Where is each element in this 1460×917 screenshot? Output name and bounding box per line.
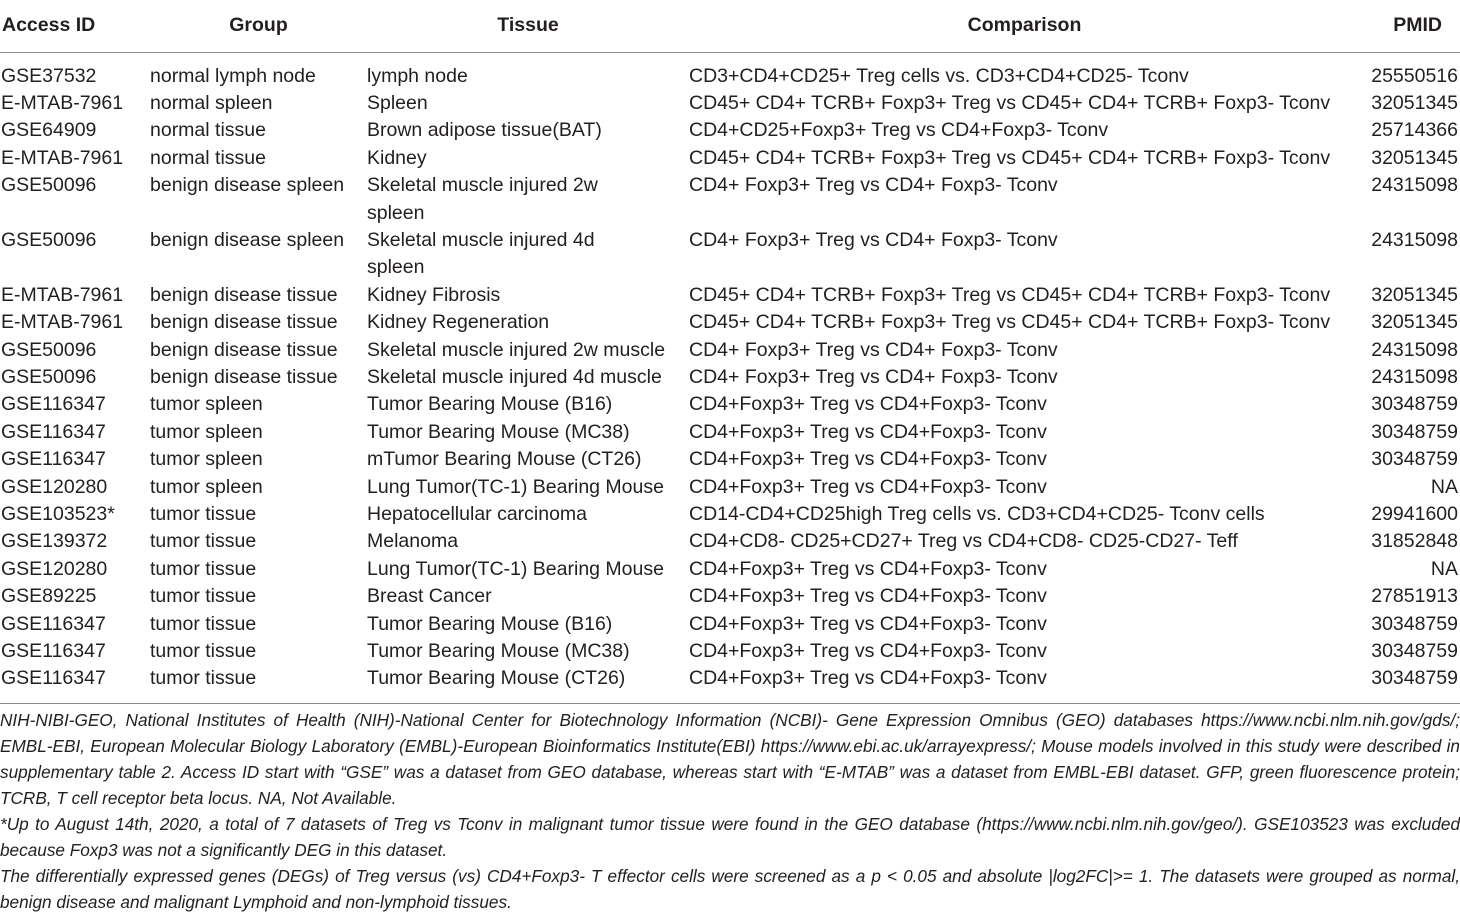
cell-access-id: GSE116347 xyxy=(1,448,106,471)
cell-comparison: CD4+Foxp3+ Treg vs CD4+Foxp3- Tconv xyxy=(689,420,1047,443)
table-row xyxy=(0,282,1460,309)
cell-tissue-line: spleen xyxy=(367,256,425,279)
cell-comparison: CD45+ CD4+ TCRB+ Foxp3+ Treg vs CD45+ CD4+ TCRB+ Foxp3- Tconv xyxy=(689,283,1331,306)
table-row xyxy=(0,364,1460,391)
cell-comparison: CD4+Foxp3+ Treg vs CD4+Foxp3- Tconv xyxy=(689,665,1360,703)
cell-tissue-line: Tumor Bearing Mouse (MC38) xyxy=(367,420,630,443)
cell-pmid: 27851913 xyxy=(1371,585,1458,608)
cell-pmid: 31852848 xyxy=(1371,530,1458,553)
cell-tissue xyxy=(367,474,689,501)
cell-access-id: E-MTAB-7961 xyxy=(1,311,124,334)
cell-group: tumor tissue xyxy=(150,585,257,608)
cell-comparison: CD4+Foxp3+ Treg vs CD4+Foxp3- Tconv xyxy=(689,640,1047,663)
cell-comparison: CD45+ CD4+ TCRB+ Foxp3+ Treg vs CD45+ CD4+ TCRB+ Foxp3- Tconv xyxy=(689,311,1331,334)
cell-access-id: E-MTAB-7961 xyxy=(1,91,124,114)
cell-tissue xyxy=(367,364,689,391)
cell-comparison: CD45+ CD4+ TCRB+ Foxp3+ Treg vs CD45+ CD4+ TCRB+ Foxp3- Tconv xyxy=(689,91,1331,114)
cell-tissue-line: Skeletal muscle injured 4d xyxy=(367,228,595,251)
cell-group: tumor spleen xyxy=(150,448,263,471)
cell-comparison: CD4+Foxp3+ Treg vs CD4+Foxp3- Tconv xyxy=(689,557,1047,580)
cell-tissue-line: spleen xyxy=(367,201,425,224)
header-access-id: Access ID xyxy=(0,0,150,52)
cell-pmid: NA xyxy=(1430,475,1458,498)
cell-access-id: GSE116347 xyxy=(1,640,106,663)
cell-pmid: 24315098 xyxy=(1371,228,1458,251)
table-row xyxy=(0,556,1460,583)
table-row xyxy=(0,611,1460,638)
cell-group: tumor tissue xyxy=(150,665,367,703)
cell-pmid: 30348759 xyxy=(1371,448,1458,471)
cell-comparison: CD4+CD8- CD25+CD27+ Treg vs CD4+CD8- CD25-CD27- Teff xyxy=(689,530,1238,553)
cell-tissue xyxy=(367,90,689,117)
cell-access-id: GSE120280 xyxy=(1,475,108,498)
cell-tissue-line: Spleen xyxy=(367,91,428,114)
table-row xyxy=(0,52,1460,90)
cell-tissue xyxy=(367,391,689,418)
cell-tissue xyxy=(367,117,689,144)
cell-comparison: CD14-CD4+CD25high Treg cells vs. CD3+CD4+CD25- Tconv cells xyxy=(689,503,1265,525)
cell-comparison: CD4+Foxp3+ Treg vs CD4+Foxp3- Tconv xyxy=(689,475,1047,498)
cell-tissue xyxy=(367,145,689,172)
cell-group: normal lymph node xyxy=(150,64,316,87)
cell-group: tumor spleen xyxy=(150,393,263,416)
cell-pmid: 25714366 xyxy=(1371,119,1458,142)
cell-tissue-line: Skeletal muscle injured 2w muscle xyxy=(367,338,666,361)
table-row xyxy=(0,337,1460,364)
table-row xyxy=(0,90,1460,117)
footnote-deg-criteria: The differentially expressed genes (DEGs) of Treg versus (vs) CD4+Foxp3- T effector cells were screened as a p < 0.05 and absolute |log2FC|>= 1. The datasets were grouped as normal, benign disease and malignant Lymphoid and non-lymphoid tissues. xyxy=(0,866,1460,912)
cell-tissue xyxy=(367,583,689,610)
cell-tissue xyxy=(367,446,689,473)
cell-tissue-line: Melanoma xyxy=(367,530,459,553)
cell-tissue xyxy=(367,501,689,528)
cell-access-id: GSE116347 xyxy=(1,612,106,635)
header-row xyxy=(0,0,1460,52)
table-row xyxy=(0,227,1460,282)
cell-pmid: 24315098 xyxy=(1371,338,1458,361)
cell-access-id: GSE89225 xyxy=(1,585,97,608)
table-row xyxy=(0,446,1460,473)
cell-pmid: 32051345 xyxy=(1371,311,1458,334)
cell-comparison: CD4+Foxp3+ Treg vs CD4+Foxp3- Tconv xyxy=(689,448,1047,471)
cell-pmid: 30348759 xyxy=(1371,640,1458,663)
table-body xyxy=(0,52,1460,703)
cell-tissue xyxy=(367,419,689,446)
cell-access-id: GSE116347 xyxy=(1,420,106,443)
cell-tissue-line: Kidney Fibrosis xyxy=(367,283,501,306)
cell-tissue xyxy=(367,337,689,364)
cell-pmid: NA xyxy=(1430,557,1458,580)
cell-pmid: 30348759 xyxy=(1371,393,1458,416)
cell-comparison: CD4+ Foxp3+ Treg vs CD4+ Foxp3- Tconv xyxy=(689,338,1058,361)
cell-tissue-line: Brown adipose tissue(BAT) xyxy=(367,119,602,142)
cell-group: benign disease spleen xyxy=(150,174,345,197)
cell-comparison: CD4+ Foxp3+ Treg vs CD4+ Foxp3- Tconv xyxy=(689,365,1058,388)
cell-tissue-line: Tumor Bearing Mouse (MC38) xyxy=(367,640,630,663)
cell-comparison: CD4+Foxp3+ Treg vs CD4+Foxp3- Tconv xyxy=(689,585,1047,608)
table-row xyxy=(0,528,1460,555)
cell-tissue xyxy=(367,528,689,555)
cell-tissue xyxy=(367,556,689,583)
cell-group: tumor spleen xyxy=(150,475,263,498)
cell-group: benign disease tissue xyxy=(150,283,338,306)
cell-comparison: CD4+Foxp3+ Treg vs CD4+Foxp3- Tconv xyxy=(689,393,1047,416)
cell-tissue-line: lymph node xyxy=(367,64,468,87)
cell-comparison: CD4+Foxp3+ Treg vs CD4+Foxp3- Tconv xyxy=(689,612,1047,635)
header-comparison: Comparison xyxy=(689,0,1360,52)
table-row xyxy=(0,309,1460,336)
cell-pmid: 32051345 xyxy=(1371,283,1458,306)
cell-tissue xyxy=(367,611,689,638)
cell-tissue-line: Lung Tumor(TC-1) Bearing Mouse xyxy=(367,475,664,498)
cell-pmid: 30348759 xyxy=(1360,665,1460,703)
cell-pmid: 32051345 xyxy=(1371,146,1458,169)
cell-tissue-line: Kidney Regeneration xyxy=(367,311,550,334)
cell-pmid: 24315098 xyxy=(1371,365,1458,388)
cell-group: benign disease tissue xyxy=(150,338,338,361)
cell-pmid: 30348759 xyxy=(1371,420,1458,443)
cell-access-id: GSE37532 xyxy=(1,64,97,87)
cell-pmid: 32051345 xyxy=(1371,91,1458,114)
cell-tissue-line: Tumor Bearing Mouse (B16) xyxy=(367,393,613,416)
header-group: Group xyxy=(150,0,367,52)
cell-access-id: GSE50096 xyxy=(1,228,97,251)
cell-comparison: CD4+ Foxp3+ Treg vs CD4+ Foxp3- Tconv xyxy=(689,174,1058,197)
cell-tissue-line: Kidney xyxy=(367,146,427,169)
cell-tissue-line: Skeletal muscle injured 4d muscle xyxy=(367,365,662,388)
cell-tissue-line: mTumor Bearing Mouse (CT26) xyxy=(367,448,642,471)
cell-comparison: CD4+ Foxp3+ Treg vs CD4+ Foxp3- Tconv xyxy=(689,228,1058,251)
cell-access-id: E-MTAB-7961 xyxy=(1,146,124,169)
table-row xyxy=(0,172,1460,227)
cell-group: benign disease tissue xyxy=(150,311,338,334)
table-footnotes xyxy=(0,707,1460,915)
cell-access-id: GSE139372 xyxy=(1,530,108,553)
header-pmid: PMID xyxy=(1360,0,1460,52)
cell-tissue xyxy=(367,665,689,703)
header-tissue: Tissue xyxy=(367,0,689,52)
cell-pmid: 25550516 xyxy=(1371,64,1458,87)
cell-access-id: GSE116347 xyxy=(1,393,106,416)
cell-tissue xyxy=(367,227,689,282)
cell-group: tumor tissue xyxy=(150,530,257,553)
cell-group: benign disease tissue xyxy=(150,365,338,388)
cell-comparison: CD3+CD4+CD25+ Treg cells vs. CD3+CD4+CD25- Tconv xyxy=(689,64,1189,87)
cell-access-id: GSE50096 xyxy=(1,174,97,197)
table-row xyxy=(0,117,1460,144)
cell-group: tumor spleen xyxy=(150,420,263,443)
cell-tissue xyxy=(367,282,689,309)
cell-access-id: GSE50096 xyxy=(1,365,97,388)
cell-pmid: 29941600 xyxy=(1371,503,1458,525)
cell-access-id: GSE116347 xyxy=(0,665,150,703)
cell-access-id: GSE50096 xyxy=(1,338,97,361)
cell-access-id: GSE103523* xyxy=(1,503,115,525)
table-row xyxy=(0,474,1460,501)
table-header xyxy=(0,0,1460,52)
table-row xyxy=(0,665,1460,703)
cell-tissue-line: Tumor Bearing Mouse (B16) xyxy=(367,612,613,635)
cell-group: tumor tissue xyxy=(150,612,257,635)
footnote-abbreviations: NIH-NIBI-GEO, National Institutes of Health (NIH)-National Center for Biotechnology Information (NCBI)- Gene Expression Omnibus (GEO) databases https://www.ncbi.nlm.nih.gov/gds/; EMBL-EBI, European Molecular Biology Laboratory (EMBL)-European Bioinformatics Institute(EBI) https://www.ebi.ac.uk/arrayexpress/; Mouse models involved in this study were described in supplementary table 2. Access ID start with “GSE” was a dataset from GEO database, whereas start with “E-MTAB” was a dataset from EMBL-EBI dataset. GFP, green fluorescence protein; TCRB, T cell receptor beta locus. NA, Not Available. xyxy=(0,710,1460,808)
cell-group: normal spleen xyxy=(150,91,273,114)
cell-tissue xyxy=(367,52,689,90)
cell-comparison: CD45+ CD4+ TCRB+ Foxp3+ Treg vs CD45+ CD4+ TCRB+ Foxp3- Tconv xyxy=(689,146,1331,169)
cell-tissue xyxy=(367,172,689,227)
cell-tissue-line: Breast Cancer xyxy=(367,585,492,608)
cell-comparison: CD4+CD25+Foxp3+ Treg vs CD4+Foxp3- Tconv xyxy=(689,119,1109,142)
cell-pmid: 30348759 xyxy=(1371,612,1458,635)
cell-tissue xyxy=(367,638,689,665)
cell-access-id: GSE64909 xyxy=(1,119,97,142)
cell-group: tumor tissue xyxy=(150,557,257,580)
cell-access-id: GSE120280 xyxy=(1,557,108,580)
cell-tissue-line: Lung Tumor(TC-1) Bearing Mouse xyxy=(367,557,664,580)
table-row xyxy=(0,145,1460,172)
cell-pmid: 24315098 xyxy=(1371,174,1458,197)
footnote-asterisk: *Up to August 14th, 2020, a total of 7 datasets of Treg vs Tconv in malignant tumor tissue were found in the GEO database (https://www.ncbi.nlm.nih.gov/geo/). GSE103523 was excluded because Foxp3 was not a significantly DEG in this dataset. xyxy=(0,814,1460,860)
table-row xyxy=(0,419,1460,446)
cell-group: normal tissue xyxy=(150,119,266,142)
table-row xyxy=(0,583,1460,610)
cell-group: benign disease spleen xyxy=(150,228,345,251)
cell-group: normal tissue xyxy=(150,146,266,169)
cell-tissue-line: Hepatocellular carcinoma xyxy=(367,503,588,525)
cell-group: tumor tissue xyxy=(150,503,257,525)
cell-tissue-line: Tumor Bearing Mouse (CT26) xyxy=(367,667,626,690)
cell-group: tumor tissue xyxy=(150,640,257,663)
table-row xyxy=(0,501,1460,528)
table-row xyxy=(0,391,1460,418)
table-row xyxy=(0,638,1460,665)
cell-access-id: E-MTAB-7961 xyxy=(1,283,124,306)
cell-tissue xyxy=(367,309,689,336)
cell-tissue-line: Skeletal muscle injured 2w xyxy=(367,174,598,197)
